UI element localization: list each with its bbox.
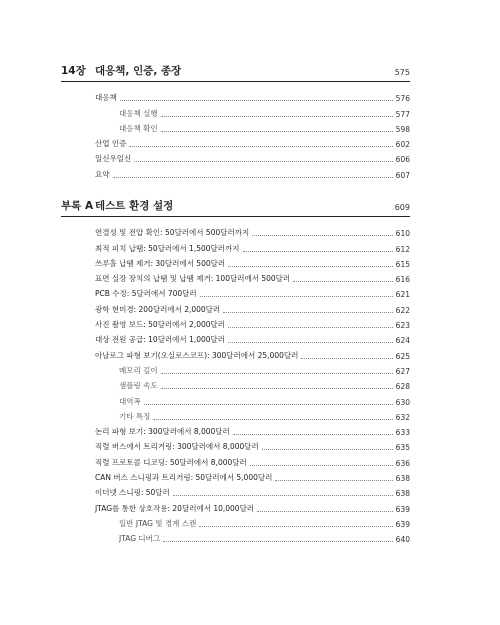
dot-leader [200,296,393,297]
dot-leader [252,235,392,236]
dot-leader [275,480,392,481]
toc-entry-page: 627 [395,366,410,376]
dot-leader [250,465,393,466]
chapter-heading [61,64,410,82]
dot-leader [228,327,393,328]
chapter-page-number: 609 [394,203,410,212]
toc-entry-label: 기타 특징 [119,411,151,421]
toc-subentry [61,529,410,544]
toc-subentry [61,119,410,134]
toc-entry [61,254,410,269]
dot-leader [173,495,393,496]
toc-entry-label: 대응책 실행 [119,108,158,118]
toc-entry-label: 아날로그 파형 보기(오실로스코프): 300달러에서 25,000달러 [95,350,299,360]
dot-leader [134,161,392,162]
toc-entry-label: 최적 피치 납땜: 50달러에서 1,500달러까지 [95,243,240,253]
toc-entry-label: 대역폭 [119,396,141,406]
toc-entry-list [61,88,410,180]
toc-entry-page: 610 [395,229,410,239]
dot-leader [161,373,393,374]
toc-subentry [61,361,410,376]
toc-entry-page: 621 [395,290,410,300]
toc-entry-label: 연결성 및 전압 확인: 50달러에서 500달러까지 [95,228,250,238]
toc-entry-label: 쓰루홀 납땜 제거: 30달러에서 500달러 [95,258,226,268]
toc-entry-label: 사진 촬영 보드: 50달러에서 2,000달러 [95,320,226,330]
toc-entry [61,437,410,452]
toc-entry [61,299,410,314]
toc-entry [61,223,410,238]
toc-entry-page: 576 [395,94,410,104]
toc-entry [61,284,410,299]
toc-entry-list [61,223,410,544]
dot-leader [293,281,393,282]
toc-entry-label: 대응책 확인 [119,123,158,133]
toc-entry-label: CAN 버스 스니핑과 트리거링: 50달러에서 5,000달러 [95,473,273,483]
toc-subentry [61,376,410,391]
toc-entry-page: 602 [395,140,410,150]
toc-entry [61,468,410,483]
dot-leader [301,358,392,359]
dot-leader [163,541,393,542]
toc-entry-label: 샘플링 속도 [119,381,158,391]
toc-entry-page: 636 [395,458,410,468]
toc-entry [61,422,410,437]
toc-entry [61,498,410,513]
toc-entry-label: 메모리 깊이 [119,365,158,375]
dot-leader [153,419,392,420]
dot-leader [144,404,393,405]
toc-entry-page: 606 [395,155,410,165]
toc-entry-page: 639 [395,519,410,529]
chapter-title: 대응책, 인증, 종장 [95,65,182,77]
toc-entry-page: 628 [395,382,410,392]
toc-entry-page: 623 [395,321,410,331]
toc-entry-page: 598 [395,124,410,134]
toc-entry-page: 638 [395,489,410,499]
dot-leader [113,177,393,178]
toc-entry [61,345,410,360]
dot-leader [199,526,392,527]
toc-entry [61,483,410,498]
toc-entry-page: 630 [395,397,410,407]
toc-subentry [61,103,410,118]
toc-entry-label: JTAG를 통한 상호작용: 20달러에서 10,000달러 [95,503,255,513]
chapter-number: 부록 A [61,200,94,212]
toc-entry-page: 577 [395,109,410,119]
toc-entry [61,238,410,253]
dot-leader [228,266,393,267]
dot-leader [161,131,393,132]
toc-subentry [61,407,410,422]
dot-leader [161,388,393,389]
toc-entry [61,330,410,345]
dot-leader [129,146,392,147]
toc-entry-label: PCB 수정: 5달러에서 700달러 [95,289,197,299]
toc-subentry [61,514,410,529]
toc-entry-label: 논리 파형 보기: 300달러에서 8,000달러 [95,427,230,437]
dot-leader [262,449,393,450]
toc-entry-label: 표면 실장 장치의 납땜 및 납땜 제거: 100달러에서 500달러 [95,274,291,284]
toc-entry-page: 638 [395,474,410,484]
toc-entry-label: 대응책 [95,93,117,103]
toc-entry [61,149,410,164]
toc-entry-label: 직렬 프로토콜 디코딩: 50달러에서 8,000달러 [95,457,247,467]
dot-leader [228,342,393,343]
chapter-heading [61,199,410,217]
dot-leader [257,511,393,512]
dot-leader [243,251,393,252]
toc-entry-label: JTAG 디버그 [119,534,161,544]
toc-entry-page: 633 [395,428,410,438]
toc-entry-label: 이더넷 스니핑: 50달러 [95,488,170,498]
toc-entry-label: 광학 현미경: 200달러에서 2,000달러 [95,304,221,314]
toc-entry-page: 635 [395,443,410,453]
toc-entry [61,88,410,103]
toc-entry-label: 요약 [95,169,110,179]
toc-entry [61,134,410,149]
toc-entry-page: 640 [395,535,410,545]
toc-chapter-14 [61,64,410,180]
toc-appendix-a [61,199,410,544]
toc-entry-label: 직렬 버스에서 트리거링: 300달러에서 8,000달러 [95,442,259,452]
toc-entry-page: 622 [395,305,410,315]
toc-entry [61,164,410,179]
toc-entry-page: 632 [395,412,410,422]
dot-leader [233,434,393,435]
dot-leader [120,100,393,101]
dot-leader [161,116,393,117]
dot-leader [223,312,393,313]
toc-entry-page: 625 [395,351,410,361]
toc-entry-label: 일신우일신 [95,154,132,164]
toc-entry-page: 615 [395,259,410,269]
toc-entry-page: 624 [395,336,410,346]
toc-entry-page: 639 [395,504,410,514]
toc-entry-label: 산업 인증 [95,139,127,149]
toc-entry [61,315,410,330]
chapter-number: 14장 [61,65,86,77]
chapter-page-number: 575 [394,68,410,77]
toc-entry-page: 607 [395,170,410,180]
toc-entry-label: 일반 JTAG 및 경계 스캔 [119,518,197,528]
toc-entry-page: 612 [395,244,410,254]
toc-subentry [61,391,410,406]
toc-entry [61,452,410,467]
toc-entry-page: 616 [395,275,410,285]
chapter-title: 테스트 환경 설정 [95,200,174,212]
toc-entry [61,269,410,284]
toc-entry-label: 대상 전원 공급: 10달러에서 1,000달러 [95,335,226,345]
